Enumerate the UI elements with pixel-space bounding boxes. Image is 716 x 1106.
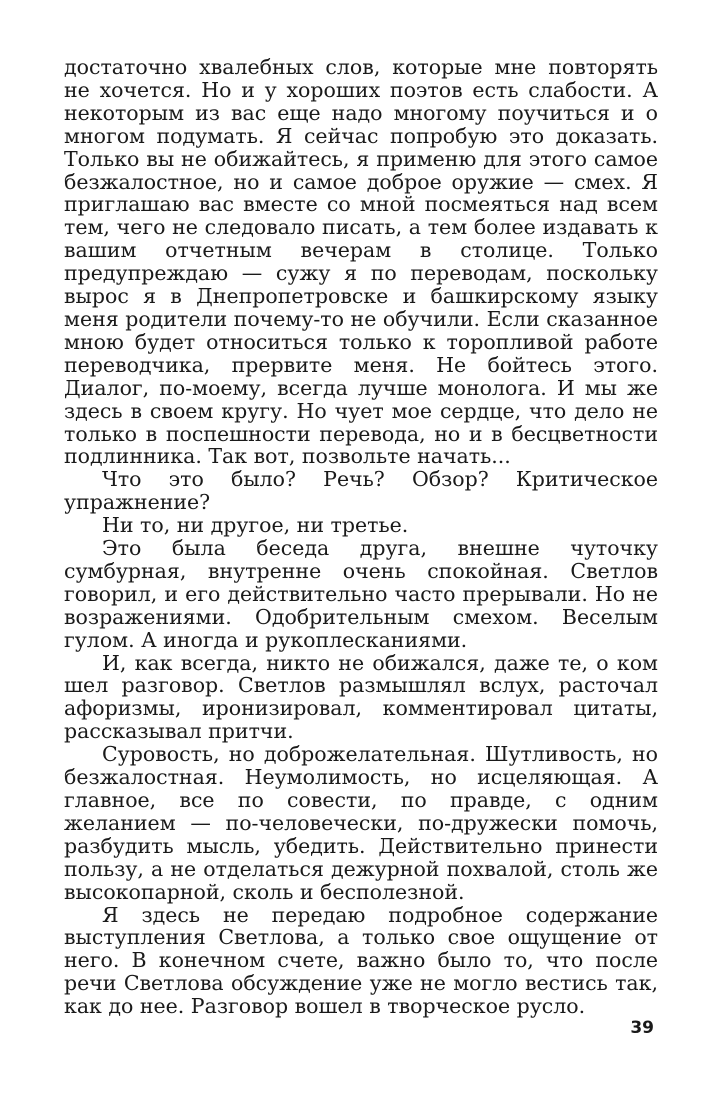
paragraph-continuation: достаточно хвалебных слов, которые мне повторять не хочется. Но и у хороших поэтов есть слабости. А некоторым из вас еще надо многому поучиться и о многом подумать. Я сейчас попробую это доказать. Только вы не обижайтесь, я применю для этого самое безжалостное, но и самое доброе оружие — смех. Я приглашаю вас вместе со мной посмеяться над всем тем, чего не следовало писать, а тем более издавать к вашим отчетным вечерам в столице. Только предупреждаю — сужу я по переводам, поскольку вырос я в Днепропетровске и башкирскому языку меня родители почему-то не обучили. Если сказанное мною будет относиться только к торопливой работе переводчика, прервите меня. Не бойтесь этого. Диалог, по-моему, всегда лучше монолога. И мы же здесь в своем кругу. Но чует мое сердце, что дело не только в поспешности перевода, но и в бесцветности подлинника. Так вот, позвольте начать...	[64, 55, 658, 469]
paragraph-conclusion: Я здесь не передаю подробное содержание выступления Светлова, а только свое ощущение от него. В конечном счете, важно было то, что после речи Светлова обсуждение уже не могло вестись так, как до нее. Разговор вошел в творческое русло.	[64, 902, 658, 1019]
paragraph-question: Что это было? Речь? Обзор? Критическое упражнение?	[64, 467, 658, 515]
page-number: 39	[630, 1018, 654, 1038]
paragraph-answer: Ни то, ни другое, ни третье.	[102, 513, 409, 538]
page-text	[64, 56, 658, 1018]
paragraph-qualities: Суровость, но доброжелательная. Шутливость, но безжалостная. Неумолимость, но исцеляющая. А главное, все по совести, по правде, с одним желанием — по-человечески, по-дружески помочь, разбудить мысль, убедить. Действительно принести пользу, а не отделаться дежурной похвалой, столь же высокопарной, сколь и бесполезной.	[64, 742, 658, 904]
paragraph-conversation: Это была беседа друга, внешне чуточку сумбурная, внутренне очень спокойная. Светлов говорил, и его действительно часто прерывали. Но не возражениями. Одобрительным смехом. Веселым гулом. А иногда и рукоплесканиями.	[64, 536, 658, 652]
paragraph-reaction: И, как всегда, никто не обижался, даже те, о ком шел разговор. Светлов размышлял вслух, расточал афоризмы, иронизировал, комментировал цитаты, рассказывал притчи.	[64, 650, 658, 744]
